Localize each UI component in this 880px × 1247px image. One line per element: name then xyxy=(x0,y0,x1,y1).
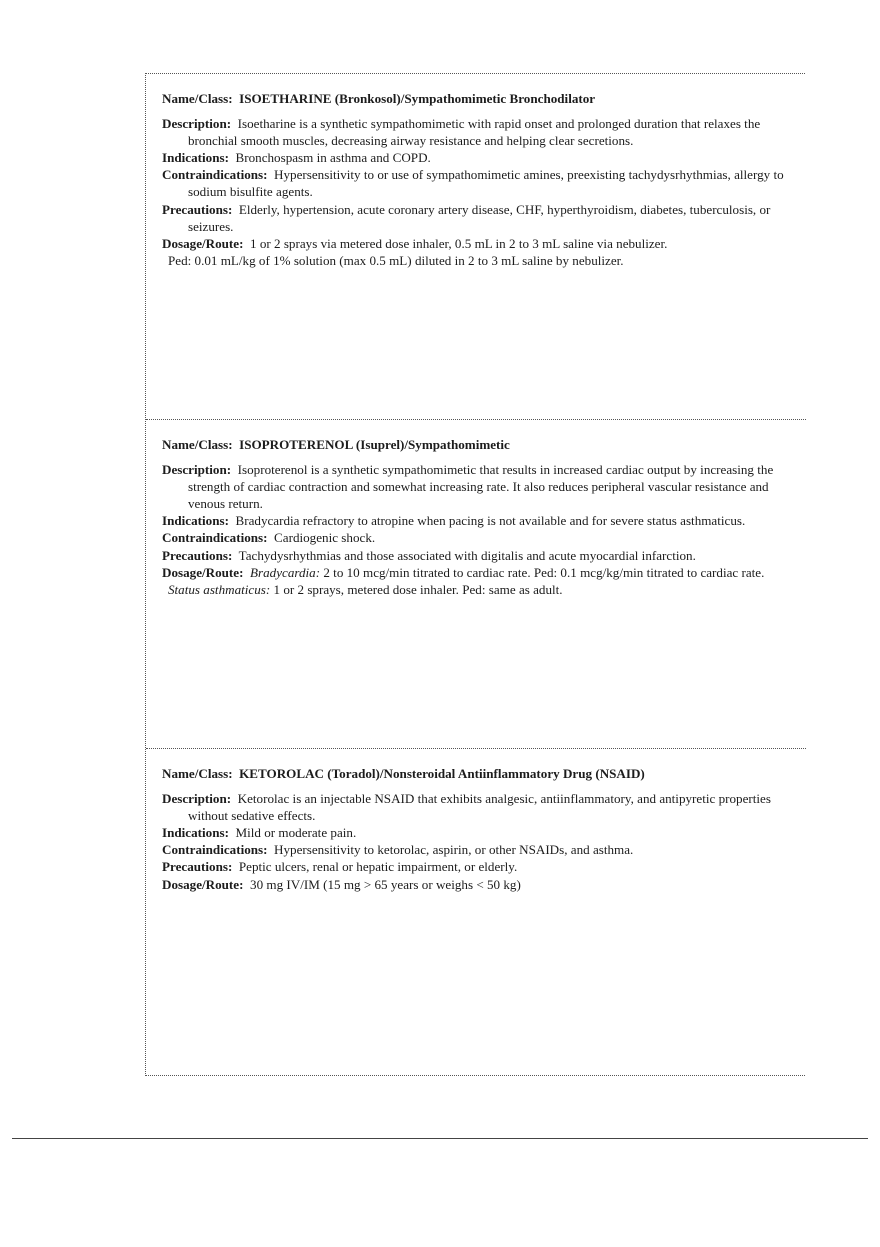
precautions-text: Peptic ulcers, renal or hepatic impairment, or elderly. xyxy=(238,859,518,875)
dosage-text: 2 to 10 mcg/min titrated to cardiac rate. Ped: 0.1 mcg/kg/min titrated to cardiac rate. xyxy=(323,564,765,580)
drug-name: ISOPROTERENOL (Isuprel)/Sympathomimetic xyxy=(239,437,510,452)
contraindications-label: Contraindications: xyxy=(162,167,268,183)
dosage-paragraph xyxy=(162,876,792,893)
description-text: Isoetharine is a synthetic sympathomimetic with rapid onset and prolonged duration that relaxes the bronchial smooth muscles, decreasing airway resistance and helping clear secretions. xyxy=(188,116,761,149)
precautions-paragraph xyxy=(162,547,792,564)
dosage-text: 30 mg IV/IM (15 mg > 65 years or weighs < 50 kg) xyxy=(250,876,521,892)
name-class-line xyxy=(162,436,792,453)
dosage-paragraph xyxy=(162,564,792,581)
description-label: Description: xyxy=(162,791,232,807)
name-class-label: Name/Class: xyxy=(162,766,233,781)
drug-card-isoetharine xyxy=(146,74,806,419)
indications-label: Indications: xyxy=(162,150,229,166)
description-paragraph xyxy=(162,461,792,512)
contraindications-label: Contraindications: xyxy=(162,842,268,858)
precautions-paragraph xyxy=(162,858,792,875)
dosage-paragraph xyxy=(162,235,792,252)
dosage-label: Dosage/Route: xyxy=(162,876,244,892)
contraindications-text: Hypersensitivity to ketorolac, aspirin, or other NSAIDs, and asthma. xyxy=(274,842,634,858)
indications-text: Mild or moderate pain. xyxy=(235,825,357,841)
flashcard-sheet xyxy=(145,73,805,1076)
drug-name: KETOROLAC (Toradol)/Nonsteroidal Antiinflammatory Drug (NSAID) xyxy=(239,766,645,781)
drug-name: ISOETHARINE (Bronkosol)/Sympathomimetic Bronchodilator xyxy=(239,91,596,106)
page-footer-rule xyxy=(12,1138,868,1139)
indications-label: Indications: xyxy=(162,513,229,529)
drug-card-ketorolac xyxy=(146,748,806,1077)
description-text: Isoproterenol is a synthetic sympathomimetic that results in increased cardiac output by increasing the strength of cardiac contraction and somewhat increasing rate. It also reduces peripheral vascular resistance and venous return. xyxy=(188,462,774,512)
name-class-label: Name/Class: xyxy=(162,91,233,106)
contraindications-paragraph xyxy=(162,529,792,546)
indications-paragraph xyxy=(162,149,792,166)
dosage-condition-asthma: Status asthmaticus: xyxy=(168,581,271,597)
name-class-line xyxy=(162,90,792,107)
dosage-asthma-line xyxy=(168,581,792,598)
precautions-paragraph xyxy=(162,201,792,235)
description-paragraph xyxy=(162,115,792,149)
description-paragraph xyxy=(162,790,792,824)
dosage-label: Dosage/Route: xyxy=(162,235,244,251)
description-label: Description: xyxy=(162,116,232,132)
indications-paragraph xyxy=(162,512,792,529)
indications-text: Bradycardia refractory to atropine when pacing is not available and for severe status asthmaticus. xyxy=(235,513,746,529)
contraindications-label: Contraindications: xyxy=(162,530,268,546)
precautions-label: Precautions: xyxy=(162,201,233,217)
drug-card-isoproterenol xyxy=(146,419,806,748)
dosage-asthma-text: 1 or 2 sprays, metered dose inhaler. Ped: same as adult. xyxy=(273,581,563,597)
contraindications-paragraph xyxy=(162,166,792,200)
contraindications-text: Hypersensitivity to or use of sympathomimetic amines, preexisting tachydysrhythmias, allergy to sodium bisulfite agents. xyxy=(188,167,784,200)
contraindications-text: Cardiogenic shock. xyxy=(274,530,376,546)
precautions-text: Tachydysrhythmias and those associated with digitalis and acute myocardial infarction. xyxy=(238,547,696,563)
dosage-label: Dosage/Route: xyxy=(162,564,244,580)
dosage-pediatric-line xyxy=(168,252,792,269)
contraindications-paragraph xyxy=(162,841,792,858)
dosage-pediatric-text: Ped: 0.01 mL/kg of 1% solution (max 0.5 mL) diluted in 2 to 3 mL saline by nebulizer. xyxy=(168,252,624,268)
dosage-condition-bradycardia: Bradycardia: xyxy=(250,564,321,580)
indications-paragraph xyxy=(162,824,792,841)
name-class-label: Name/Class: xyxy=(162,437,233,452)
indications-text: Bronchospasm in asthma and COPD. xyxy=(235,150,431,166)
description-text: Ketorolac is an injectable NSAID that exhibits analgesic, antiinflammatory, and antipyretic properties without sedative effects. xyxy=(188,791,771,824)
name-class-line xyxy=(162,765,792,782)
precautions-label: Precautions: xyxy=(162,859,233,875)
indications-label: Indications: xyxy=(162,825,229,841)
precautions-label: Precautions: xyxy=(162,547,233,563)
dosage-text: 1 or 2 sprays via metered dose inhaler, 0.5 mL in 2 to 3 mL saline via nebulizer. xyxy=(250,235,668,251)
precautions-text: Elderly, hypertension, acute coronary artery disease, CHF, hyperthyroidism, diabetes, tuberculosis, or seizures. xyxy=(188,201,771,234)
description-label: Description: xyxy=(162,462,232,478)
